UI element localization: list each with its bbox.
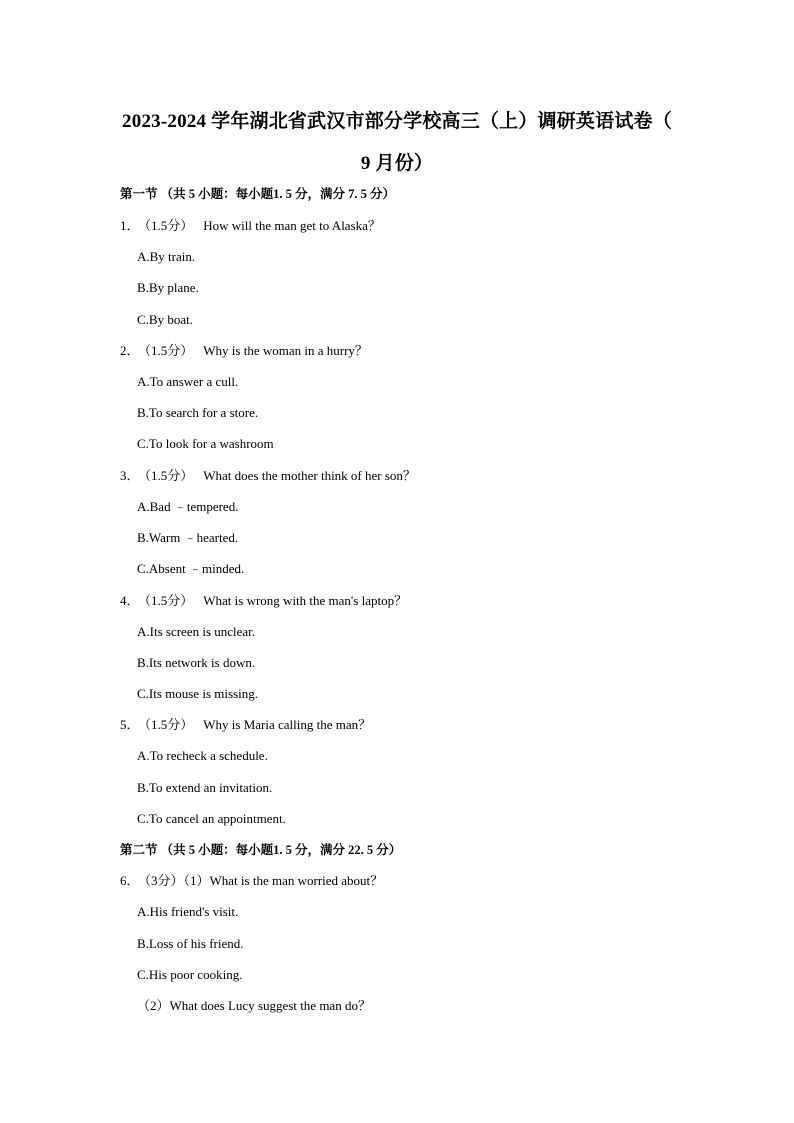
section-heading-2: 第二节 （共 5 小题：每小题1. 5 分，满分 22. 5 分） (120, 843, 402, 857)
question-text: Why is the woman in a hurry？ (203, 343, 368, 358)
question-text: What does the mother think of her son？ (203, 468, 416, 483)
question-number: 1． (120, 218, 140, 233)
option-b: B.Warm ﹣hearted. (137, 530, 239, 545)
option-c: C.To cancel an appointment. (137, 811, 286, 826)
question-points: （1.5分） (138, 717, 194, 732)
question-points: （1.5分） (138, 343, 194, 358)
question-points: （1.5分） (138, 593, 194, 608)
question-3 (120, 468, 416, 484)
option-c: C.Absent ﹣minded. (137, 561, 245, 576)
question-number: 6． (120, 873, 140, 888)
question-points: （1.5分） (138, 468, 194, 483)
question-5 (120, 717, 371, 733)
option-c: C.By boat. (137, 312, 193, 327)
option-c: C.Its mouse is missing. (137, 686, 258, 701)
question-number: 4． (120, 593, 140, 608)
option-c: C.To look for a washroom (137, 436, 274, 451)
option-a: A.To answer a cull. (137, 374, 239, 389)
option-b: B.To search for a store. (137, 405, 259, 420)
option-b: B.Loss of his friend. (137, 936, 244, 951)
question-4 (120, 593, 407, 609)
question-number: 3． (120, 468, 140, 483)
option-a: A.Bad ﹣tempered. (137, 499, 239, 514)
section-heading-1: 第一节 （共 5 小题：每小题1. 5 分，满分 7. 5 分） (120, 187, 396, 201)
question-text: What is wrong with the man's laptop？ (203, 593, 408, 608)
question-text: How will the man get to Alaska？ (203, 218, 381, 233)
option-b: B.Its network is down. (137, 655, 256, 670)
exam-title-continued: 9 月份） (360, 153, 434, 174)
question-number: 2． (120, 343, 140, 358)
question-points: （3分） (138, 873, 184, 888)
question-6 (120, 873, 383, 889)
question-1 (120, 218, 381, 234)
option-a: A.His friend's visit. (137, 904, 239, 919)
question-points: （1.5分） (138, 218, 194, 233)
question-text: Why is Maria calling the man？ (203, 717, 372, 732)
exam-title: 2023-2024 学年湖北省武汉市部分学校高三（上）调研英语试卷（ (122, 111, 672, 132)
question-number: 5． (120, 717, 140, 732)
option-a: A.Its screen is unclear. (137, 624, 256, 639)
sub-question-2: （2）What does Lucy suggest the man do？ (137, 998, 371, 1013)
option-a: A.To recheck a schedule. (137, 748, 268, 763)
sub-question-1: （1）What is the man worried about？ (183, 873, 384, 888)
option-b: B.To extend an invitation. (137, 780, 273, 795)
option-a: A.By train. (137, 249, 196, 264)
option-c: C.His poor cooking. (137, 967, 243, 982)
option-b: B.By plane. (137, 280, 199, 295)
question-2 (120, 343, 368, 359)
